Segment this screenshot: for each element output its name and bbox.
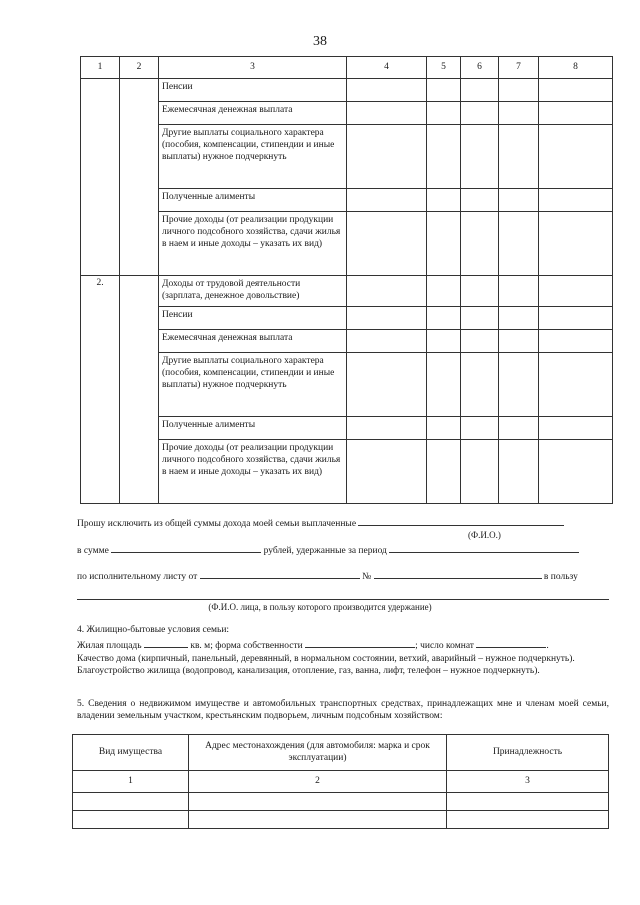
property-col-number-1: 1 (73, 771, 189, 793)
housing-heading: 4. Жилищно-бытовые условия семьи: (77, 625, 230, 635)
table-row (73, 811, 609, 829)
property-header-row (73, 735, 609, 771)
request-text: Прошу исключить из общей суммы дохода моей семьи выплаченные (77, 519, 357, 529)
writ-number-field[interactable] (374, 567, 542, 579)
income-type-cell: Ежемесячная денежная выплата (159, 102, 347, 125)
income-type-cell: Полученные алименты (159, 189, 347, 212)
property-address-header: Адрес местонахождения (для автомобиля: марка и срок эксплуатации) (189, 735, 447, 771)
income-type-cell: Другие выплаты социального характера (пособия, компенсации, стипендии и иные выплаты) нужное подчеркнуть (159, 125, 347, 189)
rooms-field[interactable] (476, 636, 546, 648)
income-table (80, 56, 613, 504)
income-type-cell: Пенсии (159, 79, 347, 102)
area-field[interactable] (144, 636, 188, 648)
number-sign: № (362, 572, 372, 582)
col-header-6: 6 (461, 57, 499, 79)
col-header-3: 3 (159, 57, 347, 79)
group2-number-cell: 2. (81, 276, 120, 504)
income-type-cell: Прочие доходы (от реализации продукции личного подсобного хозяйства, сдачи жилья в наем и иные доходы – указать их вид) (159, 439, 347, 503)
payee-fio-field[interactable] (358, 514, 564, 526)
property-table (72, 734, 609, 829)
housing-section (77, 624, 609, 677)
group2-member-cell (120, 276, 159, 504)
col-header-4: 4 (347, 57, 427, 79)
table-row (73, 793, 609, 811)
in-favor-label: в пользу (543, 572, 578, 582)
property-col-number-2: 2 (189, 771, 447, 793)
income-type-cell: Пенсии (159, 306, 347, 329)
table-row (81, 189, 613, 212)
col-header-8: 8 (539, 57, 613, 79)
rubles-label: рублей, удержанные за период (263, 546, 387, 556)
property-col-number-3: 3 (447, 771, 609, 793)
group1-member-cell (120, 79, 159, 276)
income-type-cell: Ежемесячная денежная выплата (159, 329, 347, 352)
table-row (81, 125, 613, 189)
request-line-1 (77, 514, 609, 529)
amenities-text: Благоустройство жилища (водопровод, канализация, отопление, газ, ванна, лифт, телефон – нужное подчеркнуть). (77, 666, 540, 677)
col-header-7: 7 (499, 57, 539, 79)
housing-area-line: Жилая площадь кв. м; форма собственности ; число комнат . (77, 636, 609, 652)
rooms-label: ; число комнат (415, 641, 474, 652)
table-row (81, 212, 613, 276)
table-row (81, 79, 613, 102)
income-type-cell: Доходы от трудовой деятельности (зарплата, денежное довольствие) (159, 276, 347, 307)
in-sum-label: в сумме (77, 546, 109, 556)
property-ownership-header: Принадлежность (447, 735, 609, 771)
area-label: Жилая площадь (77, 641, 142, 652)
ownership-label: кв. м; форма собственности (190, 641, 303, 652)
ownership-field[interactable] (305, 636, 415, 648)
page-number: 38 (313, 34, 327, 49)
request-line-3 (77, 567, 609, 582)
fio-caption: (Ф.И.О.) (468, 530, 501, 540)
table-row (81, 102, 613, 125)
beneficiary-caption: (Ф.И.О. лица, в пользу которого производится удержание) (208, 602, 432, 612)
income-type-cell: Полученные алименты (159, 416, 347, 439)
table-row (81, 306, 613, 329)
income-type-cell: Прочие доходы (от реализации продукции личного подсобного хозяйства, сдачи жилья в наем и иные доходы – указать их вид) (159, 212, 347, 276)
request-line-2 (77, 541, 609, 556)
col-header-5: 5 (427, 57, 461, 79)
writ-date-field[interactable] (200, 567, 360, 579)
property-heading: 5. Сведения о недвижимом имуществе и автомобильных транспортных средствах, принадлежащих мне и членам моей семьи, владении земельным участком, крестьянским подворьем, личным подсобным хозяйством: (77, 699, 609, 722)
group1-number-cell (81, 79, 120, 276)
house-quality-text: Качество дома (кирпичный, панельный, деревянный, в нормальном состоянии, ветхий, аварийный – нужное подчеркнуть). (77, 653, 575, 664)
beneficiary-field[interactable] (77, 588, 609, 600)
table-row (81, 276, 613, 307)
income-table-header-row (81, 57, 613, 79)
table-row (81, 352, 613, 416)
property-type-header: Вид имущества (73, 735, 189, 771)
col-header-2: 2 (120, 57, 159, 79)
period-field[interactable] (389, 541, 579, 553)
sum-field[interactable] (111, 541, 261, 553)
property-number-row (73, 771, 609, 793)
table-row (81, 416, 613, 439)
table-row (81, 329, 613, 352)
col-header-1: 1 (81, 57, 120, 79)
income-type-cell: Другие выплаты социального характера (пособия, компенсации, стипендии и иные выплаты) нужное подчеркнуть (159, 352, 347, 416)
table-row (81, 439, 613, 503)
by-writ-label: по исполнительному листу от (77, 572, 198, 582)
